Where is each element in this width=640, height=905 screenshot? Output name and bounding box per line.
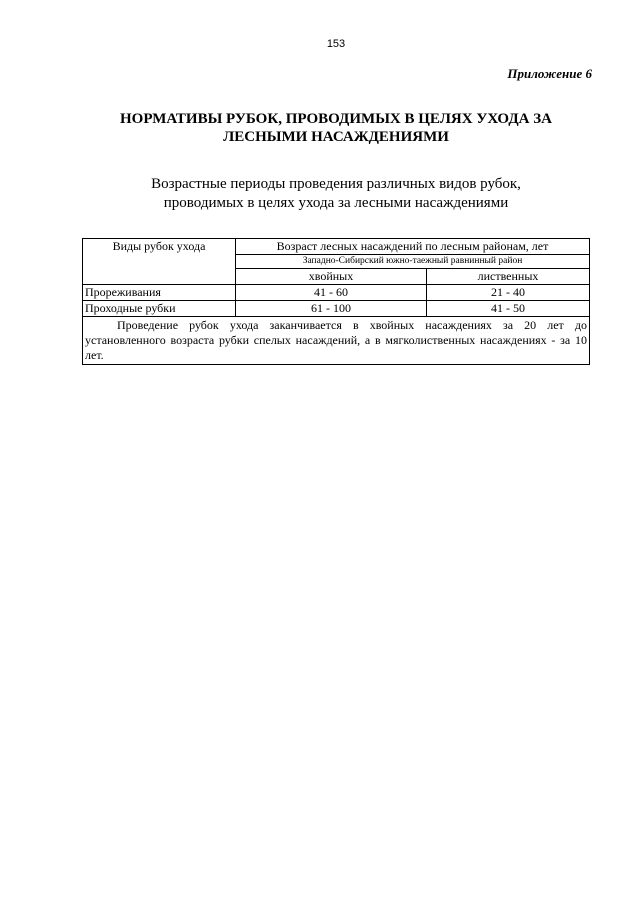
row-coniferous-age: 61 - 100 — [236, 301, 427, 317]
table-note: Проведение рубок ухода заканчивается в хвойных насаждениях за 20 лет до установленного возраста рубки спелых насаждений, а в мягколиственных насаждениях - за 10 лет. — [83, 317, 590, 365]
document-title: НОРМАТИВЫ РУБОК, ПРОВОДИМЫХ В ЦЕЛЯХ УХОДА ЗА ЛЕСНЫМИ НАСАЖДЕНИЯМИ — [120, 111, 552, 145]
header-region: Западно-Сибирский южно-таежный равнинный район — [236, 255, 590, 269]
row-cut-type: Проходные рубки — [83, 301, 236, 317]
row-deciduous-age: 41 - 50 — [427, 301, 590, 317]
page-number: 153 — [326, 38, 346, 50]
row-cut-type: Прореживания — [83, 285, 236, 301]
header-deciduous: лиственных — [427, 269, 590, 285]
header-cut-type: Виды рубок ухода — [83, 239, 236, 285]
row-deciduous-age: 21 - 40 — [427, 285, 590, 301]
appendix-label: Приложение 6 — [507, 66, 592, 81]
header-forest-age: Возраст лесных насаждений по лесным районам, лет — [236, 239, 590, 255]
table-caption: Возрастные периоды проведения различных видов рубок, проводимых в целях ухода за лесными насаждениями — [151, 176, 521, 211]
table-row — [83, 301, 590, 317]
row-coniferous-age: 41 - 60 — [236, 285, 427, 301]
norms-table — [82, 238, 590, 365]
header-coniferous: хвойных — [236, 269, 427, 285]
table-row — [83, 285, 590, 301]
